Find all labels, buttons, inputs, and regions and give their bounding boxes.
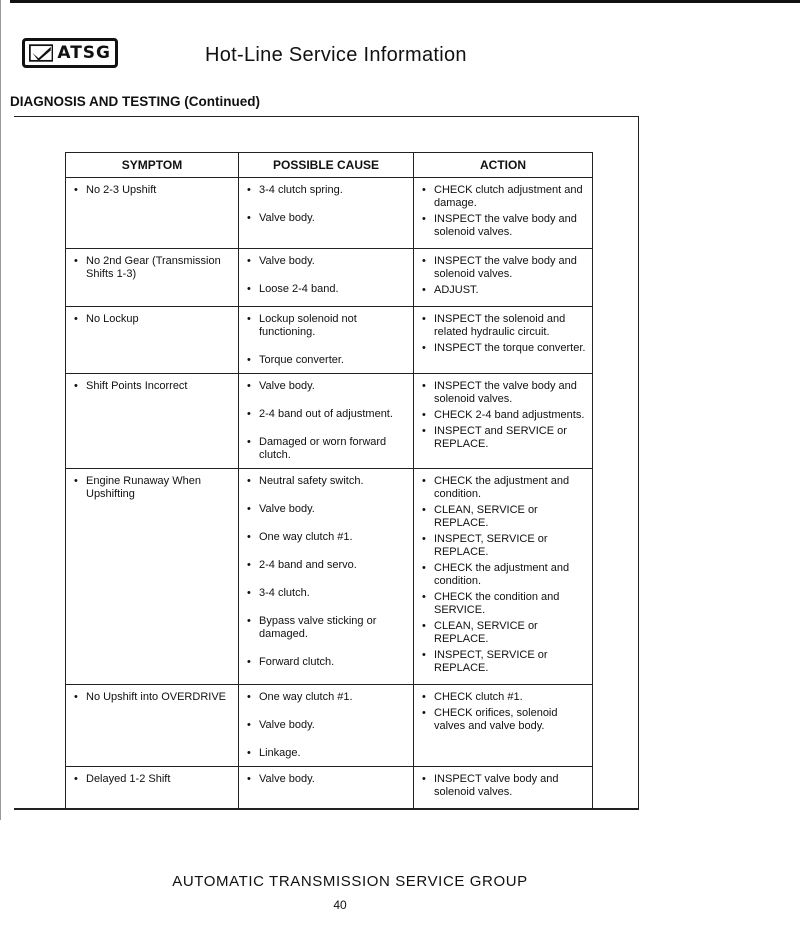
action-item: • CHECK clutch adjustment and damage. xyxy=(422,184,586,210)
possible-cause-cell xyxy=(239,307,414,374)
possible-cause-item: • One way clutch #1. xyxy=(247,691,407,704)
symptom-cell xyxy=(66,469,239,685)
table-row xyxy=(66,307,593,374)
action-item: • CHECK clutch #1. xyxy=(422,691,586,704)
action-item: • CLEAN, SERVICE or REPLACE. xyxy=(422,620,586,646)
possible-cause-item: • Lockup solenoid not functioning. xyxy=(247,313,407,339)
possible-cause-item: • Valve body. xyxy=(247,212,407,225)
column-header-possible-cause: POSSIBLE CAUSE xyxy=(239,153,414,178)
footer-organization: AUTOMATIC TRANSMISSION SERVICE GROUP xyxy=(172,873,528,890)
possible-cause-cell xyxy=(239,767,414,809)
section-title: DIAGNOSIS AND TESTING (Continued) xyxy=(10,94,260,109)
action-item: • CHECK the adjustment and condition. xyxy=(422,475,586,501)
possible-cause-item: • Torque converter. xyxy=(247,354,407,367)
checkmark-icon xyxy=(29,43,53,63)
action-cell xyxy=(414,767,593,809)
possible-cause-item: • Neutral safety switch. xyxy=(247,475,407,488)
action-item: • INSPECT and SERVICE or REPLACE. xyxy=(422,425,586,451)
action-item: • INSPECT the valve body and solenoid valves. xyxy=(422,380,586,406)
atsg-logo xyxy=(22,38,118,68)
symptom-cell xyxy=(66,178,239,249)
possible-cause-item: • One way clutch #1. xyxy=(247,531,407,544)
possible-cause-item: • Loose 2-4 band. xyxy=(247,283,407,296)
possible-cause-cell xyxy=(239,469,414,685)
action-item: • INSPECT the torque converter. xyxy=(422,342,586,355)
possible-cause-item: • 2-4 band and servo. xyxy=(247,559,407,572)
action-item: • CHECK orifices, solenoid valves and valve body. xyxy=(422,707,586,733)
action-item: • CHECK 2-4 band adjustments. xyxy=(422,409,586,422)
possible-cause-item: • 2-4 band out of adjustment. xyxy=(247,408,407,421)
action-cell xyxy=(414,249,593,307)
column-header-symptom: SYMPTOM xyxy=(66,153,239,178)
symptom-text: • No 2-3 Upshift xyxy=(74,184,232,197)
symptom-cell xyxy=(66,685,239,767)
possible-cause-item: • Valve body. xyxy=(247,773,407,786)
possible-cause-item: • Valve body. xyxy=(247,380,407,393)
table-row xyxy=(66,685,593,767)
action-cell xyxy=(414,374,593,469)
possible-cause-cell xyxy=(239,374,414,469)
action-item: • INSPECT, SERVICE or REPLACE. xyxy=(422,533,586,559)
action-cell xyxy=(414,178,593,249)
action-item: • INSPECT the solenoid and related hydraulic circuit. xyxy=(422,313,586,339)
action-item: • CHECK the adjustment and condition. xyxy=(422,562,586,588)
table-row xyxy=(66,469,593,685)
table-header-row xyxy=(66,153,593,178)
possible-cause-cell xyxy=(239,249,414,307)
symptom-cell xyxy=(66,249,239,307)
action-item: • INSPECT valve body and solenoid valves. xyxy=(422,773,586,799)
symptom-text: • No Lockup xyxy=(74,313,232,326)
table-row xyxy=(66,374,593,469)
symptom-cell xyxy=(66,374,239,469)
possible-cause-item: • Bypass valve sticking or damaged. xyxy=(247,615,407,641)
symptom-text: • Shift Points Incorrect xyxy=(74,380,232,393)
symptom-cell xyxy=(66,307,239,374)
page-number: 40 xyxy=(333,898,347,912)
table-row xyxy=(66,178,593,249)
action-item: • ADJUST. xyxy=(422,284,586,297)
left-margin-rule xyxy=(0,0,1,820)
page-header-title: Hot-Line Service Information xyxy=(205,44,467,66)
table-row xyxy=(66,249,593,307)
symptom-text: • Delayed 1-2 Shift xyxy=(74,773,232,786)
action-cell xyxy=(414,685,593,767)
action-item: • CHECK the condition and SERVICE. xyxy=(422,591,586,617)
action-item: • INSPECT the valve body and solenoid valves. xyxy=(422,255,586,281)
possible-cause-item: • Valve body. xyxy=(247,503,407,516)
column-header-action: ACTION xyxy=(414,153,593,178)
action-cell xyxy=(414,469,593,685)
possible-cause-item: • Valve body. xyxy=(247,719,407,732)
symptom-cell xyxy=(66,767,239,809)
action-item: • INSPECT the valve body and solenoid valves. xyxy=(422,213,586,239)
possible-cause-cell xyxy=(239,685,414,767)
possible-cause-item: • 3-4 clutch. xyxy=(247,587,407,600)
possible-cause-item: • Linkage. xyxy=(247,747,407,760)
possible-cause-item: • 3-4 clutch spring. xyxy=(247,184,407,197)
table-row xyxy=(66,767,593,809)
diagnosis-table xyxy=(65,152,593,809)
top-rule xyxy=(10,0,800,3)
possible-cause-item: • Forward clutch. xyxy=(247,656,407,669)
possible-cause-item: • Valve body. xyxy=(247,255,407,268)
action-item: • CLEAN, SERVICE or REPLACE. xyxy=(422,504,586,530)
logo-text: ATSG xyxy=(57,42,111,63)
possible-cause-item: • Damaged or worn forward clutch. xyxy=(247,436,407,462)
symptom-text: • No Upshift into OVERDRIVE xyxy=(74,691,232,704)
possible-cause-cell xyxy=(239,178,414,249)
symptom-text: • No 2nd Gear (Transmission Shifts 1-3) xyxy=(74,255,232,281)
symptom-text: • Engine Runaway When Upshifting xyxy=(74,475,232,501)
action-cell xyxy=(414,307,593,374)
action-item: • INSPECT, SERVICE or REPLACE. xyxy=(422,649,586,675)
